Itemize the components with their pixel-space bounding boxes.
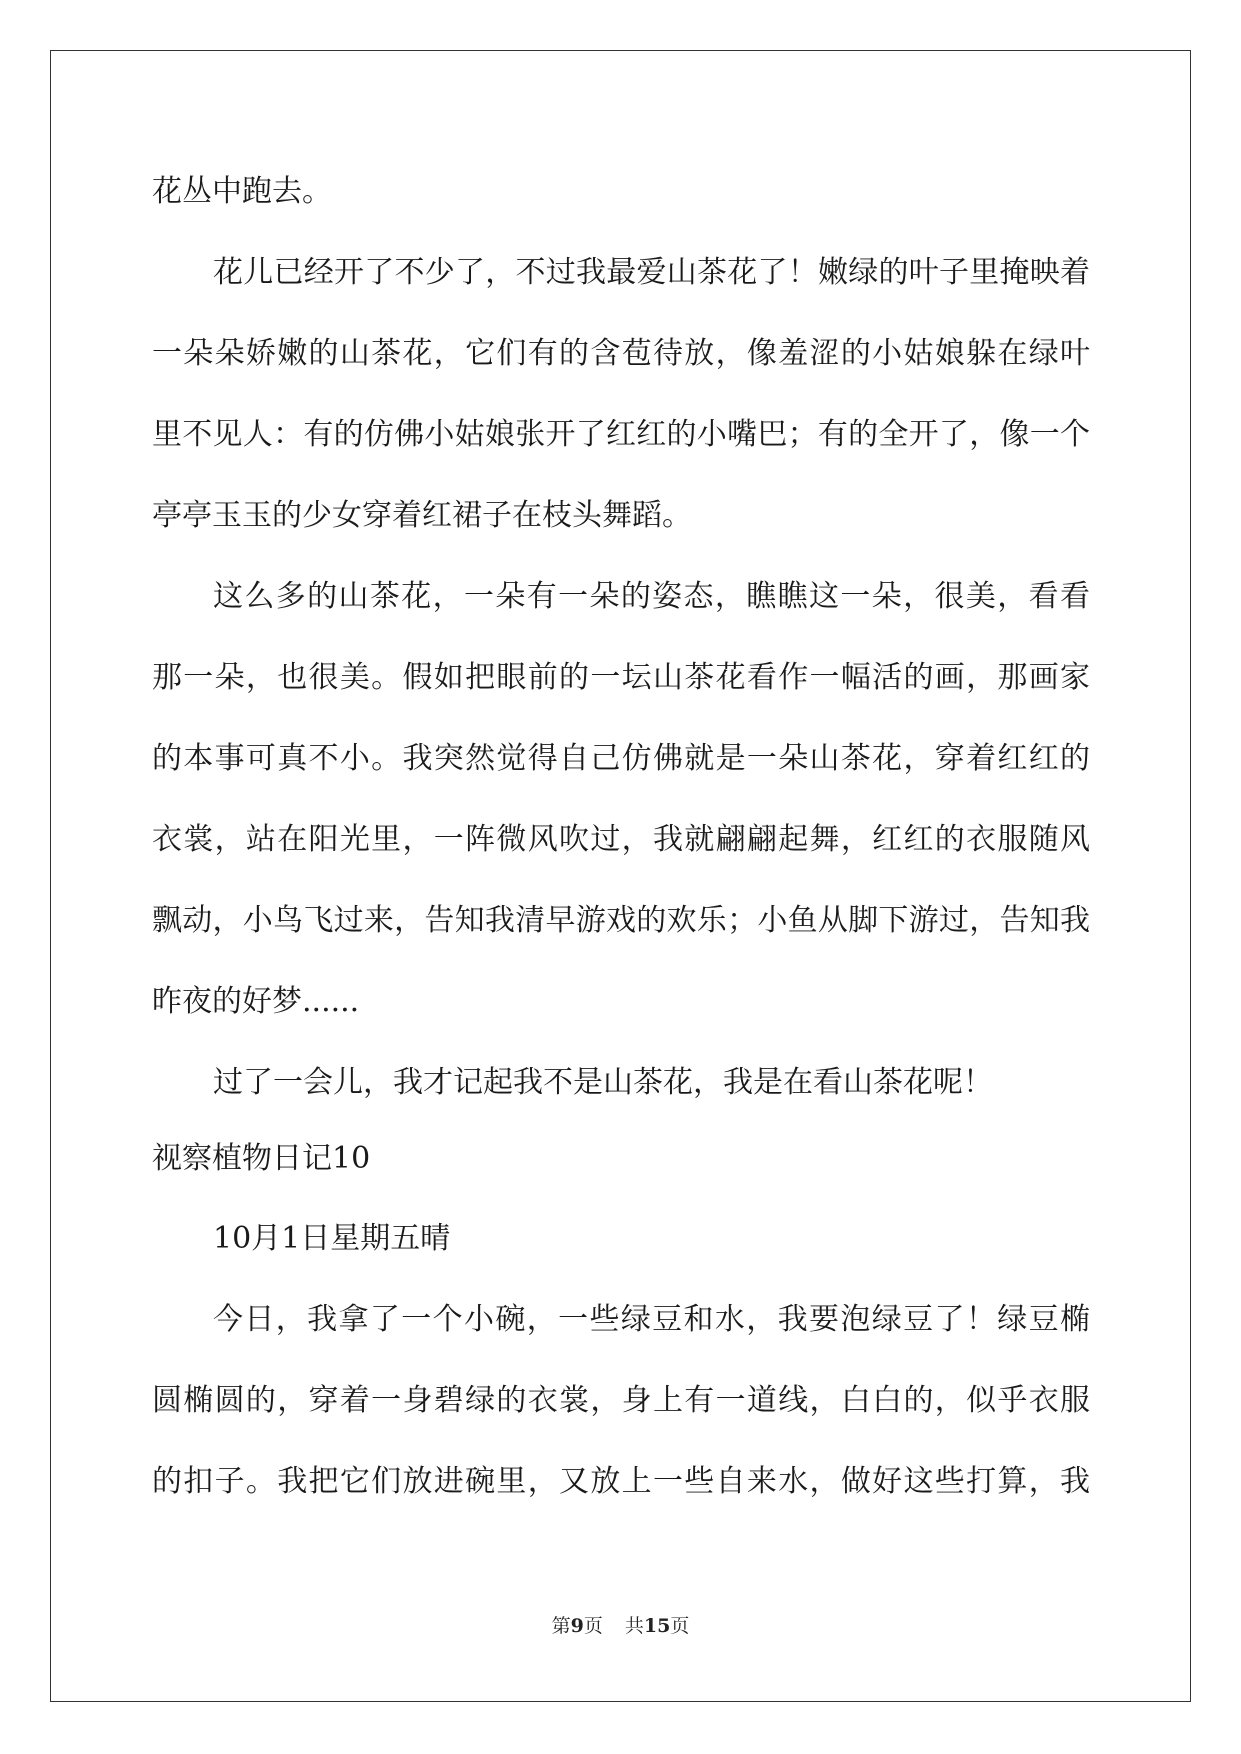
text-line-16: 圆椭圆的，穿着一身碧绿的衣裳，身上有一道线，白白的，似乎衣服 [152, 1383, 1090, 1418]
text-line-7: 那一朵，也很美。假如把眼前的一坛山茶花看作一幅活的画，那画家 [152, 660, 1090, 695]
text-line-1: 花丛中跑去。 [152, 174, 332, 209]
text-line-4: 里不见人：有的仿佛小姑娘张开了红红的小嘴巴；有的全开了，像一个 [152, 417, 1090, 452]
page-footer [0, 1614, 1241, 1638]
footer-total-prefix: 共 [624, 1615, 644, 1637]
text-line-6: 这么多的山茶花，一朵有一朵的姿态，瞧瞧这一朵，很美，看看 [213, 579, 1090, 614]
footer-page-suffix: 页 [583, 1615, 603, 1637]
text-line-12: 过了一会儿，我才记起我不是山茶花，我是在看山茶花呢！ [213, 1065, 993, 1100]
text-line-9: 衣裳，站在阳光里，一阵微风吹过，我就翩翩起舞，红红的衣服随风 [152, 822, 1090, 857]
current-page-number: 9 [570, 1615, 584, 1637]
text-line-17: 的扣子。我把它们放进碗里，又放上一些自来水，做好这些打算，我 [152, 1464, 1090, 1499]
text-line-10: 飘动，小鸟飞过来，告知我清早游戏的欢乐；小鱼从脚下游过，告知我 [152, 903, 1090, 938]
text-line-2: 花儿已经开了不少了，不过我最爱山茶花了！嫩绿的叶子里掩映着 [213, 255, 1090, 290]
footer-prefix: 第 [551, 1615, 571, 1637]
text-line-15: 今日，我拿了一个小碗，一些绿豆和水，我要泡绿豆了！绿豆椭 [213, 1302, 1090, 1337]
footer-total-suffix: 页 [670, 1615, 690, 1637]
text-line-3: 一朵朵娇嫩的山茶花，它们有的含苞待放，像羞涩的小姑娘躲在绿叶 [152, 336, 1090, 371]
section-title: 视察植物日记10 [152, 1141, 371, 1176]
text-line-8: 的本事可真不小。我突然觉得自己仿佛就是一朵山茶花，穿着红红的 [152, 741, 1090, 776]
text-line-5: 亭亭玉玉的少女穿着红裙子在枝头舞蹈。 [152, 498, 692, 533]
text-line-11: 昨夜的好梦...... [152, 984, 360, 1019]
diary-date-line: 10月1日星期五晴 [213, 1221, 451, 1256]
total-page-number: 15 [643, 1615, 671, 1637]
